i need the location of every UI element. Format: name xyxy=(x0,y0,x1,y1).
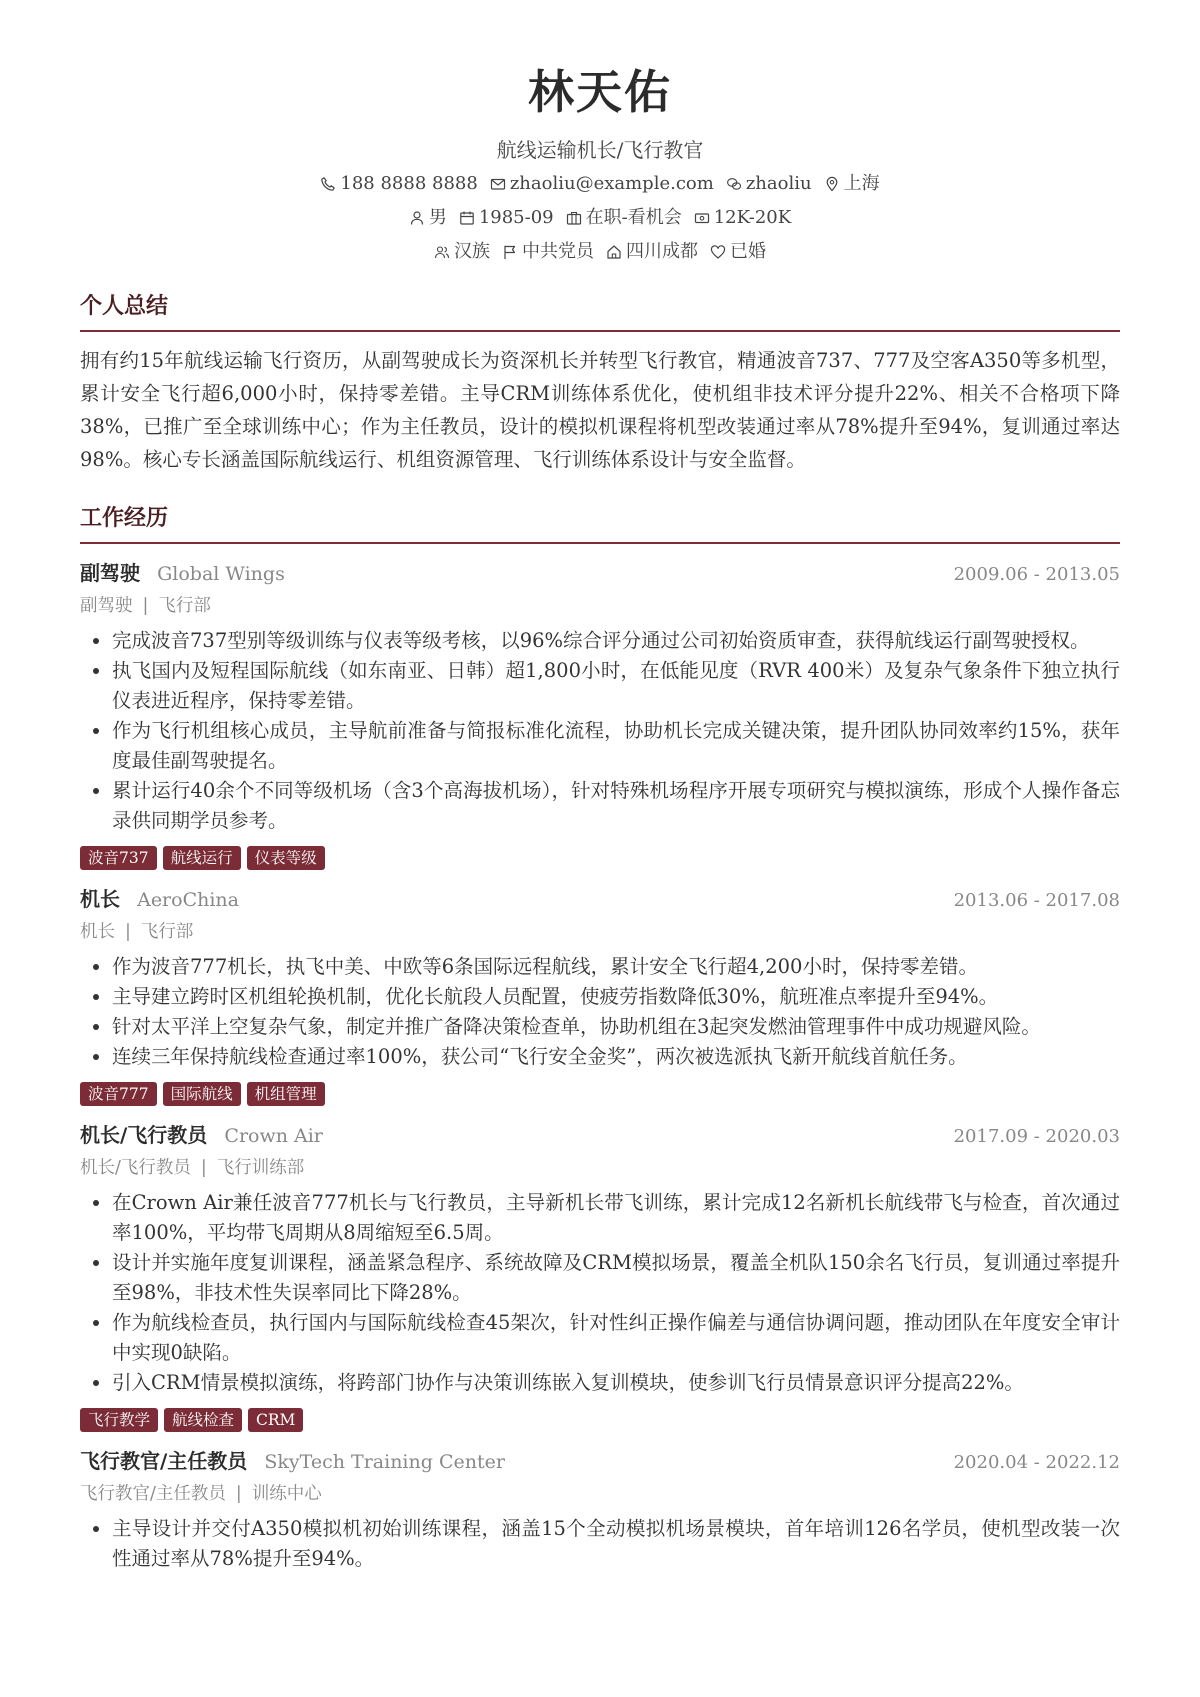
skill-tag: 航线运行 xyxy=(163,846,241,870)
job-bullets xyxy=(80,1514,1120,1574)
contact-line xyxy=(80,170,1120,198)
gender-text: 男 xyxy=(428,207,447,228)
job-role: 机长 xyxy=(80,887,120,911)
job-bullet: • 执飞国内及短程国际航线（如东南亚、日韩）超1,800小时，在低能见度（RVR 400米）及复杂气象条件下独立执行仪表进近程序，保持零差错。 xyxy=(112,656,1120,716)
job-position: 机长 xyxy=(80,922,115,942)
location-text: 上海 xyxy=(843,173,880,194)
job-department: 飞行训练部 xyxy=(216,1158,305,1178)
job-date: 2020.04 - 2022.12 xyxy=(953,1452,1120,1473)
summary-heading: 个人总结 xyxy=(80,290,1120,332)
home-icon xyxy=(606,244,622,260)
calendar-icon xyxy=(459,210,475,226)
job-position: 副驾驶 xyxy=(80,596,133,616)
political-text: 中共党员 xyxy=(522,241,594,262)
salary-text: 12K-20K xyxy=(713,207,792,228)
job-role: 机长/飞行教员 xyxy=(80,1123,208,1147)
skill-tag: CRM xyxy=(248,1408,303,1432)
ethnicity-item xyxy=(434,238,490,266)
email-item[interactable] xyxy=(490,170,714,198)
job-bullet: • 作为飞行机组核心成员，主导航前准备与简报标准化流程，协助机长完成关键决策，提升团队协同效率约15%，获年度最佳副驾驶提名。 xyxy=(112,716,1120,776)
job-department: 飞行部 xyxy=(140,922,194,942)
job-bullet: • 引入CRM情景模拟演练，将跨部门协作与决策训练嵌入复训模块，使参训飞行员情景意识评分提高22%。 xyxy=(112,1368,1120,1398)
job-tags xyxy=(80,846,1120,870)
job-company: SkyTech Training Center xyxy=(264,1451,505,1473)
skill-tag: 波音737 xyxy=(80,846,157,870)
wechat-icon xyxy=(726,176,742,192)
job-bullet: • 针对太平洋上空复杂气象，制定并推广备降决策检查单，协助机组在3起突发燃油管理事件中成功规避风险。 xyxy=(112,1012,1120,1042)
phone-item[interactable] xyxy=(320,170,477,198)
political-item xyxy=(502,238,594,266)
skill-tag: 飞行教学 xyxy=(80,1408,158,1432)
marital-item xyxy=(710,238,766,266)
job-bullet: • 在Crown Air兼任波音777机长与飞行教员，主导新机长带飞训练，累计完成12名新机长航线带飞与检查，首次通过率100%，平均带飞周期从8周缩短至6.5周。 xyxy=(112,1188,1120,1248)
job-entry xyxy=(80,884,1120,1106)
job-date: 2013.06 - 2017.08 xyxy=(953,890,1120,911)
job-bullets xyxy=(80,952,1120,1072)
skill-tag: 机组管理 xyxy=(247,1082,325,1106)
job-subline xyxy=(80,592,1120,620)
money-icon xyxy=(694,210,710,226)
job-subline xyxy=(80,1154,1120,1182)
job-department: 飞行部 xyxy=(158,596,211,616)
separator: | xyxy=(142,596,149,616)
resume-header xyxy=(80,0,1120,266)
wechat-item[interactable] xyxy=(726,170,812,198)
job-position: 机长/飞行教员 xyxy=(80,1158,191,1178)
job-bullet: • 设计并实施年度复训课程，涵盖紧急程序、系统故障及CRM模拟场景，覆盖全机队150余名飞行员，复训通过率提升至98%，非技术性失误率同比下降28%。 xyxy=(112,1248,1120,1308)
summary-text: 拥有约15年航线运输飞行资历，从副驾驶成长为资深机长并转型飞行教官，精通波音737、777及空客A350等多机型，累计安全飞行超6,000小时，保持零差错。主导CRM训练体系优化，使机组非技术评分提升22%、相关不合格项下降38%，已推广至全球训练中心；作为主任教员，设计的模拟机课程将机型改装通过率从78%提升至94%，复训通过率达98%。核心专长涵盖国际航线运行、机组资源管理、飞行训练体系设计与安全监督。 xyxy=(80,349,1120,471)
summary-section xyxy=(80,290,1120,476)
job-header xyxy=(80,558,1120,590)
job-entry xyxy=(80,1120,1120,1432)
job-bullet: • 作为航线检查员，执行国内与国际航线检查45架次，针对性纠正操作偏差与通信协调问题，推动团队在年度安全审计中实现0缺陷。 xyxy=(112,1308,1120,1368)
job-bullet: • 主导设计并交付A350模拟机初始训练课程，涵盖15个全动模拟机场景模块，首年培训126名学员，使机型改装一次性通过率从78%提升至94%。 xyxy=(112,1514,1120,1574)
mail-icon xyxy=(490,176,506,192)
ethnicity-text: 汉族 xyxy=(454,241,490,262)
job-company: AeroChina xyxy=(137,889,239,911)
job-bullet: • 完成波音737型别等级训练与仪表等级考核，以96%综合评分通过公司初始资质审查，获得航线运行副驾驶授权。 xyxy=(112,626,1120,656)
job-header xyxy=(80,1120,1120,1152)
job-role: 副驾驶 xyxy=(80,561,140,585)
skill-tag: 仪表等级 xyxy=(247,846,325,870)
personal-line xyxy=(80,204,1120,232)
location-pin-icon xyxy=(824,176,840,192)
job-tags xyxy=(80,1408,1120,1432)
job-company: Crown Air xyxy=(224,1125,323,1147)
job-bullet: • 连续三年保持航线检查通过率100%，获公司“飞行安全金奖”，两次被选派执飞新开航线首航任务。 xyxy=(112,1042,1120,1072)
job-bullets xyxy=(80,626,1120,836)
job-position: 飞行教官/主任教员 xyxy=(80,1484,226,1504)
wechat-text: zhaoliu xyxy=(745,173,812,194)
phone-text: 188 8888 8888 xyxy=(340,173,478,194)
job-role: 飞行教官/主任教员 xyxy=(80,1449,248,1473)
hometown-text: 四川成都 xyxy=(626,241,698,262)
person-icon xyxy=(409,210,425,226)
job-bullet: • 累计运行40余个不同等级机场（含3个高海拔机场），针对特殊机场程序开展专项研究与模拟演练，形成个人操作备忘录供同期学员参考。 xyxy=(112,776,1120,836)
skill-tag: 波音777 xyxy=(80,1082,157,1106)
job-entry xyxy=(80,1446,1120,1574)
location-item xyxy=(824,170,880,198)
group-icon xyxy=(434,244,450,260)
skill-tag: 航线检查 xyxy=(164,1408,242,1432)
job-subline xyxy=(80,1480,1120,1508)
marital-text: 已婚 xyxy=(730,241,766,262)
experience-heading: 工作经历 xyxy=(80,502,1120,544)
phone-icon xyxy=(320,176,336,192)
job-bullets xyxy=(80,1188,1120,1398)
job-department: 训练中心 xyxy=(251,1484,322,1504)
job-header xyxy=(80,1446,1120,1478)
job-bullet: • 主导建立跨时区机组轮换机制，优化长航段人员配置，使疲劳指数降低30%，航班准点率提升至94%。 xyxy=(112,982,1120,1012)
heart-icon xyxy=(710,244,726,260)
job-date: 2017.09 - 2020.03 xyxy=(953,1126,1120,1147)
birth-item xyxy=(459,204,554,232)
briefcase-icon xyxy=(566,210,582,226)
background-line xyxy=(80,238,1120,266)
gender-item xyxy=(409,204,447,232)
separator: | xyxy=(125,922,131,942)
job-company: Global Wings xyxy=(157,563,285,585)
status-text: 在职-看机会 xyxy=(585,207,682,228)
candidate-name: 林天佑 xyxy=(528,65,672,119)
birth-text: 1985-09 xyxy=(478,207,554,228)
status-item xyxy=(566,204,682,232)
job-tags xyxy=(80,1082,1120,1106)
skill-tag: 国际航线 xyxy=(163,1082,241,1106)
email-text: zhaoliu@example.com xyxy=(509,173,714,194)
experience-section xyxy=(80,502,1120,1574)
flag-icon xyxy=(502,244,518,260)
job-header xyxy=(80,884,1120,916)
job-subline xyxy=(80,918,1120,946)
salary-item xyxy=(694,204,791,232)
candidate-title: 航线运输机长/飞行教官 xyxy=(496,138,704,162)
separator: | xyxy=(200,1158,207,1178)
separator: | xyxy=(235,1484,242,1504)
hometown-item xyxy=(606,238,698,266)
job-date: 2009.06 - 2013.05 xyxy=(953,564,1120,585)
job-entry xyxy=(80,558,1120,870)
job-bullet: • 作为波音777机长，执飞中美、中欧等6条国际远程航线，累计安全飞行超4,200小时，保持零差错。 xyxy=(112,952,1120,982)
